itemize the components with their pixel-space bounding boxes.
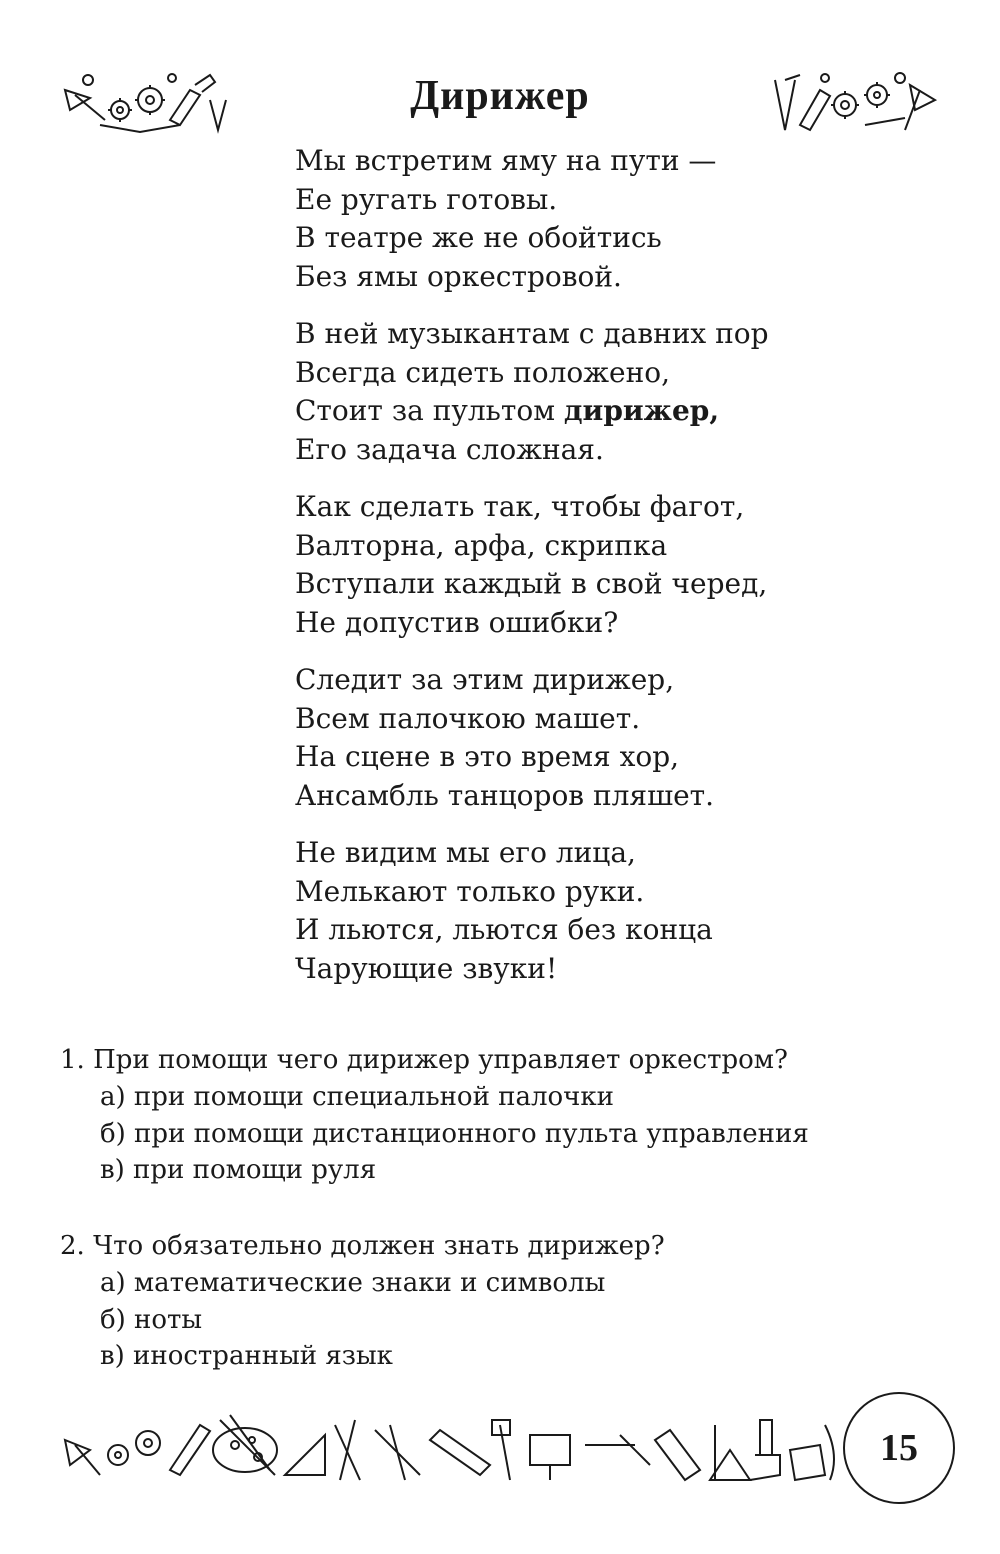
poem-line: Мелькают только руки. [295, 874, 645, 908]
page-title: Дирижер [410, 73, 590, 119]
question-2 [60, 1228, 940, 1375]
question-1 [60, 1042, 940, 1189]
poem-line: Его задача сложная. [295, 432, 604, 466]
answer-option[interactable]: а) при помощи специальной палочки [100, 1082, 614, 1112]
answer-option[interactable]: б) при помощи дистанционного пульта управления [100, 1118, 809, 1149]
answer-option[interactable]: в) при помощи руля [100, 1155, 377, 1185]
page-number-badge [843, 1392, 955, 1504]
poem-line: Как сделать так, чтобы фагот, [295, 490, 745, 523]
poem-line: И льются, льются без конца [295, 913, 713, 946]
stanza [295, 661, 855, 815]
poem [295, 142, 855, 1007]
answer-option[interactable]: б) ноты [100, 1304, 203, 1335]
stanza [295, 315, 855, 469]
poem-line: Валторна, арфа, скрипка [295, 528, 668, 562]
poem-line: Ее ругать готовы. [295, 182, 558, 216]
page-number: 15 [880, 1427, 918, 1469]
poem-line: Не видим мы его лица, [295, 836, 636, 869]
answer-option[interactable]: в) иностранный язык [100, 1341, 393, 1371]
poem-line: Мы встретим яму на пути — [295, 144, 717, 177]
poem-line: Без ямы оркестровой. [295, 259, 622, 293]
poem-line: Следит за этим дирижер, [295, 663, 675, 696]
poem-line: В театре же не обойтись [295, 221, 662, 254]
stanza [295, 488, 855, 642]
poem-line: В ней музыкантам с давних пор [295, 317, 769, 350]
poem-line: На сцене в это время хор, [295, 740, 680, 773]
question-text: 2. Что обязательно должен знать дирижер? [60, 1231, 665, 1261]
poem-line: Ансамбль танцоров пляшет. [295, 778, 715, 812]
poem-line: Чарующие звуки! [295, 951, 558, 985]
question-text: 1. При помощи чего дирижер управляет оркестром? [60, 1045, 788, 1075]
bold-keyword: дирижер, [563, 394, 720, 427]
poem-line: Не допустив ошибки? [295, 605, 619, 639]
answer-option[interactable]: а) математические знаки и символы [100, 1268, 606, 1298]
stanza [295, 834, 855, 988]
tools-border-icon [60, 1395, 840, 1495]
poem-line: Всегда сидеть положено, [295, 355, 671, 389]
poem-line [295, 392, 855, 431]
poem-line-text: Стоит за пультом [295, 394, 564, 427]
poem-line: Вступали каждый в свой черед, [295, 567, 768, 600]
stanza [295, 142, 855, 296]
poem-line: Всем палочкою машет. [295, 701, 641, 735]
